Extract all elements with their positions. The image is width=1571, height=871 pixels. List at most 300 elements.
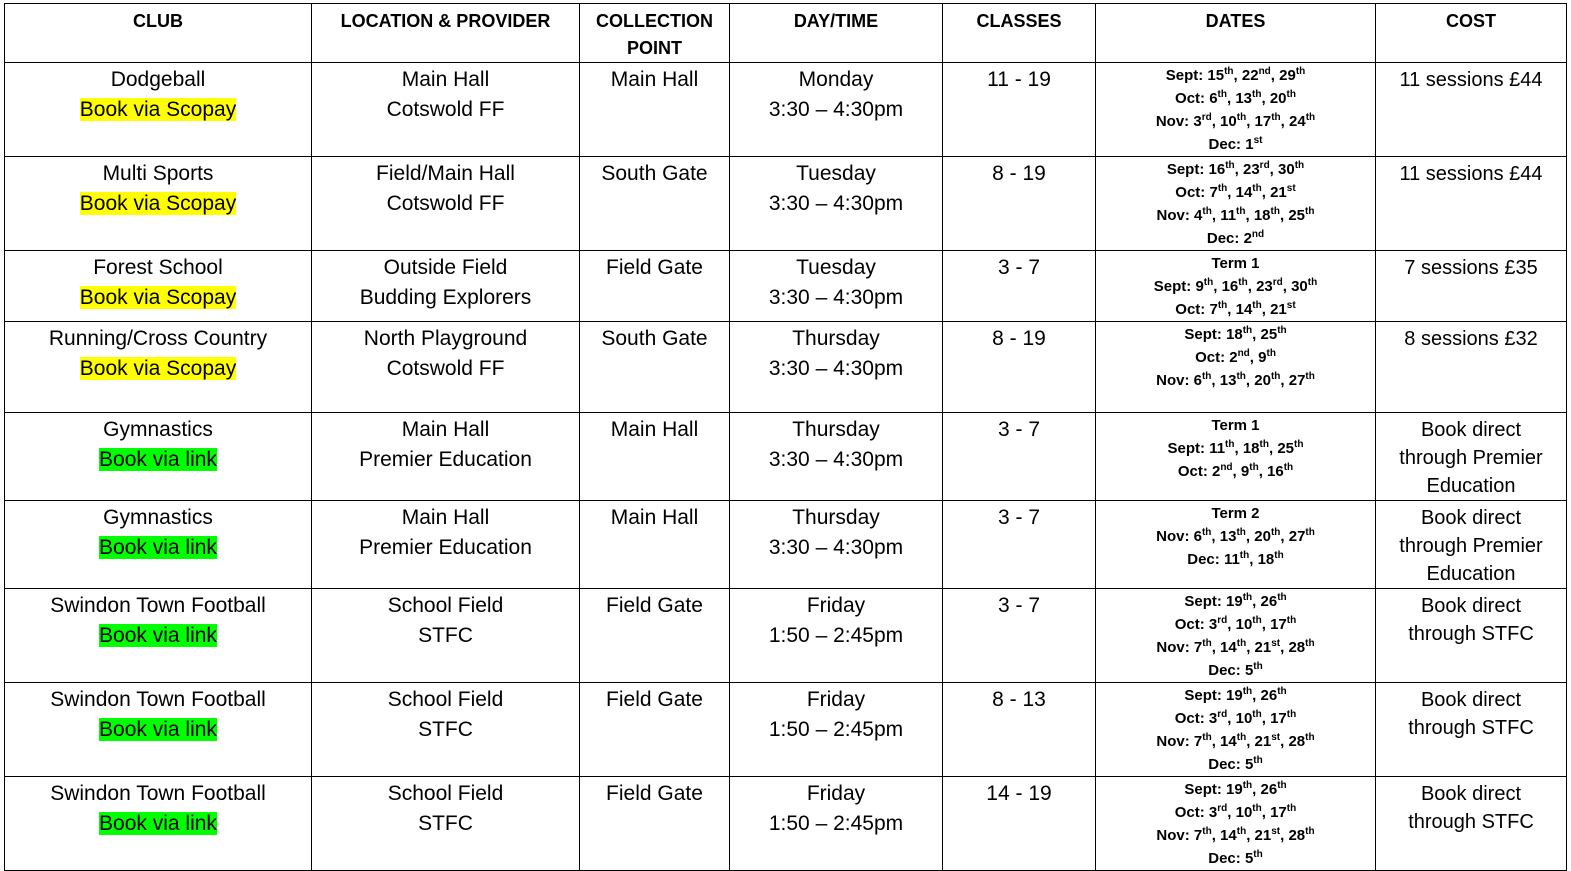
dates-line: Nov: 7th, 14th, 21st, 28th [1156,826,1315,844]
day: Friday [806,688,866,711]
header-collection: COLLECTION POINT [580,4,730,63]
dates-line [1100,753,1371,776]
date-day: 11 [1223,551,1240,568]
date-suffix: th [1252,300,1262,311]
date-suffix: th [1294,160,1305,171]
book-via-link[interactable]: Book via link [99,718,217,741]
dates-line: Dec: 11th, 18th [1187,550,1284,568]
date-suffix: th [1295,66,1306,77]
date-day: 14 [1220,639,1237,656]
cell-club [5,322,312,413]
cell-cost [1376,777,1567,871]
time: 3:30 – 4:30pm [768,286,904,309]
date-suffix: th [1274,550,1284,561]
dates-month-label: Sept: [1166,161,1205,178]
cell-club [5,683,312,777]
date-day: 6 [1209,90,1218,107]
day: Thursday [792,327,880,350]
cell-club [5,157,312,251]
cell-classes [943,413,1096,501]
date-day: 14 [1235,301,1253,318]
cell-location [312,413,580,501]
date-suffix: th [1252,709,1262,720]
location-name: School Field [387,688,504,711]
date-day: 19 [1226,687,1243,704]
cost-line: 7 sessions £35 [1404,257,1538,279]
cell-daytime [730,683,943,777]
cell-classes [943,63,1096,157]
header-location: LOCATION & PROVIDER [312,4,580,63]
cost-line: through STFC [1408,717,1534,739]
header-cost: COST [1376,4,1567,63]
date-day: 30 [1291,278,1308,295]
dates-month-label: Nov: [1155,113,1190,130]
date-day: 3 [1208,804,1218,821]
time: 1:50 – 2:45pm [768,624,904,647]
cost-line: through Premier [1399,447,1543,469]
provider-name: STFC [418,718,473,741]
date-suffix: rd [1272,277,1283,288]
book-via-link[interactable]: Book via link [99,448,217,471]
date-day: 22 [1241,67,1259,84]
dates-line: Nov: 6th, 13th, 20th, 27th [1156,371,1315,389]
date-day: 5 [1244,850,1254,867]
date-suffix: th [1236,112,1247,123]
cell-location [312,501,580,589]
dates-term: Term 2 [1211,505,1260,522]
dates-month-label: Oct: [1174,616,1205,633]
dates-line: Nov: 3rd, 10th, 17th, 24th [1155,112,1316,130]
collection-point: South Gate [601,162,708,185]
date-day: 17 [1270,804,1287,821]
date-suffix: th [1242,325,1253,336]
date-day: 14 [1235,184,1253,201]
date-day: 10 [1235,804,1253,821]
date-day: 17 [1270,616,1287,633]
date-suffix: rd [1259,160,1270,171]
date-day: 3 [1193,113,1202,130]
cell-dates [1096,251,1376,322]
club-name: Forest School [93,256,223,279]
classes-range: 3 - 7 [997,418,1041,441]
dates-line: Nov: 7th, 14th, 21st, 28th [1156,638,1315,656]
cell-daytime [730,322,943,413]
cell-daytime [730,777,943,871]
time: 3:30 – 4:30pm [768,536,904,559]
cell-dates [1096,413,1376,501]
date-day: 26 [1260,781,1278,798]
dates-month-label: Nov: [1156,827,1190,844]
date-suffix: th [1217,89,1227,100]
date-suffix: th [1236,527,1246,538]
provider-name: Premier Education [359,536,532,559]
date-suffix: th [1242,780,1253,791]
date-day: 30 [1278,161,1295,178]
date-day: 13 [1219,372,1237,389]
cost-line: Book direct [1420,595,1522,617]
cell-collection [580,157,730,251]
date-day: 28 [1288,827,1306,844]
date-day: 21 [1254,639,1272,656]
cell-cost [1376,322,1567,413]
dates-line: Oct: 6th, 13th, 20th [1175,89,1296,107]
location-name: Outside Field [383,256,508,279]
provider-name: STFC [418,624,473,647]
dates-line: Sept: 19th, 26th [1184,780,1287,798]
cost-line: Education [1426,475,1516,497]
date-suffix: th [1236,371,1246,382]
classes-range: 8 - 19 [992,162,1046,185]
date-day: 25 [1288,207,1306,224]
date-day: 19 [1226,781,1243,798]
date-day: 23 [1242,161,1260,178]
date-day: 19 [1226,593,1243,610]
cell-classes [943,589,1096,683]
date-day: 21 [1270,301,1287,318]
date-day: 25 [1277,440,1295,457]
table-row [5,501,1567,589]
date-suffix: th [1217,300,1228,311]
date-day: 10 [1220,113,1237,130]
date-suffix: nd [1258,66,1271,77]
date-day: 4 [1194,207,1203,224]
date-day: 17 [1270,710,1287,727]
dates-month-label: Dec: [1208,850,1241,867]
collection-point: Main Hall [610,68,699,91]
date-day: 7 [1193,827,1203,844]
date-day: 9 [1195,278,1204,295]
classes-range: 3 - 7 [997,594,1041,617]
dates-line [1100,659,1371,682]
cell-dates [1096,157,1376,251]
date-day: 15 [1207,67,1225,84]
date-suffix: th [1252,89,1262,100]
date-suffix: th [1236,826,1247,837]
cost-line: Book direct [1420,689,1522,711]
date-suffix: th [1277,780,1287,791]
book-via-scopay-link[interactable]: Book via Scopay [79,286,237,309]
date-day: 10 [1235,616,1253,633]
table-body [5,63,1567,871]
table-row [5,413,1567,501]
cell-collection [580,683,730,777]
collection-point: Field Gate [606,688,703,711]
dates-line: Nov: 4th, 11th, 18th, 25th [1156,206,1315,224]
cost-line: through STFC [1408,811,1534,833]
club-name: Swindon Town Football [50,594,266,617]
cell-classes [943,251,1096,322]
date-day: 20 [1254,528,1271,545]
cell-classes [943,501,1096,589]
dates-month-label: Oct: [1174,804,1205,821]
date-suffix: th [1253,661,1263,672]
date-day: 5 [1244,756,1254,773]
date-day: 13 [1235,90,1253,107]
date-day: 7 [1193,639,1203,656]
date-day: 7 [1209,184,1218,201]
date-suffix: th [1202,826,1212,837]
cell-collection [580,413,730,501]
classes-range: 11 - 19 [987,68,1051,91]
provider-name: STFC [418,812,473,835]
cell-daytime [730,413,943,501]
dates-month-label: Sept: [1165,67,1204,84]
cell-cost [1376,683,1567,777]
dates-month-label: Sept: [1184,687,1222,704]
time: 3:30 – 4:30pm [768,98,904,121]
date-day: 16 [1221,278,1239,295]
dates-month-label: Oct: [1177,463,1208,480]
dates-month-label: Oct: [1175,90,1206,107]
date-day: 10 [1235,710,1253,727]
cell-cost [1376,501,1567,589]
cell-location [312,63,580,157]
location-name: Main Hall [401,418,490,441]
date-suffix: st [1271,638,1281,649]
club-name: Gymnastics [103,506,213,529]
dates-month-label: Nov: [1156,528,1190,545]
dates-term: Term 1 [1211,417,1260,434]
dates-line: Nov: 7th, 14th, 21st, 28th [1156,732,1315,750]
date-suffix: th [1277,325,1287,336]
club-name: Dodgeball [110,68,206,91]
date-suffix: th [1201,371,1212,382]
date-day: 18 [1242,440,1260,457]
location-name: School Field [387,594,504,617]
cell-dates [1096,683,1376,777]
cell-location [312,322,580,413]
date-suffix: th [1202,732,1212,743]
cost-line: Education [1426,563,1516,585]
cell-daytime [730,157,943,251]
date-suffix: st [1253,135,1263,146]
cost-line: Book direct [1420,783,1522,805]
date-suffix: th [1242,686,1253,697]
cell-location [312,683,580,777]
cell-daytime [730,251,943,322]
dates-month-label: Sept: [1153,278,1192,295]
book-via-scopay-link[interactable]: Book via Scopay [79,357,237,380]
location-name: Main Hall [401,506,490,529]
date-suffix: th [1252,183,1262,194]
date-suffix: th [1217,183,1228,194]
date-suffix: rd [1217,803,1228,814]
header-dates: DATES [1096,4,1376,63]
time: 1:50 – 2:45pm [768,812,904,835]
date-day: 1 [1245,136,1254,153]
dates-month-label: Nov: [1156,372,1190,389]
book-via-link[interactable]: Book via link [99,624,217,647]
header-classes: CLASSES [943,4,1096,63]
date-day: 21 [1254,733,1272,750]
time: 3:30 – 4:30pm [768,192,904,215]
table-row [5,157,1567,251]
date-day: 24 [1289,113,1306,130]
cell-daytime [730,589,943,683]
book-via-link[interactable]: Book via link [99,536,217,559]
date-day: 27 [1288,528,1306,545]
classes-range: 14 - 19 [986,782,1052,805]
date-suffix: th [1286,615,1297,626]
cell-club [5,501,312,589]
date-suffix: rd [1217,709,1228,720]
dates-line: Sept: 11th, 18th, 25th [1167,439,1304,457]
cell-classes [943,683,1096,777]
cell-cost [1376,157,1567,251]
date-day: 29 [1279,67,1296,84]
dates-month-label: Oct: [1175,301,1206,318]
dates-month-label: Nov: [1156,207,1190,224]
date-day: 2 [1243,230,1252,247]
day: Tuesday [796,256,876,279]
dates-month-label: Nov: [1156,639,1190,656]
date-day: 27 [1288,372,1306,389]
date-day: 28 [1288,733,1306,750]
provider-name: Budding Explorers [359,286,532,309]
cost-line: through STFC [1408,623,1534,645]
time: 3:30 – 4:30pm [768,357,904,380]
book-via-scopay-link[interactable]: Book via Scopay [79,98,237,121]
time: 3:30 – 4:30pm [768,448,904,471]
classes-range: 8 - 19 [992,327,1046,350]
location-name: North Playground [363,327,528,350]
provider-name: Premier Education [359,448,532,471]
dates-month-label: Oct: [1175,184,1206,201]
header-row [5,4,1567,63]
club-name: Swindon Town Football [50,782,266,805]
day: Thursday [792,506,880,529]
dates-line: Nov: 6th, 13th, 20th, 27th [1156,527,1315,545]
date-day: 3 [1208,616,1218,633]
date-day: 16 [1208,161,1226,178]
dates-term: Term 1 [1211,255,1260,272]
date-day: 7 [1193,733,1203,750]
cell-cost [1376,413,1567,501]
date-suffix: th [1252,803,1262,814]
date-suffix: th [1305,206,1315,217]
date-day: 18 [1226,326,1243,343]
date-day: 13 [1219,528,1237,545]
date-suffix: th [1252,615,1262,626]
date-suffix: th [1253,849,1263,860]
provider-name: Cotswold FF [386,357,505,380]
cell-dates [1096,63,1376,157]
date-day: 2 [1211,463,1221,480]
date-suffix: st [1271,732,1281,743]
dates-line: Oct: 7th, 14th, 21st [1175,300,1296,318]
date-suffix: th [1236,732,1247,743]
date-suffix: th [1283,462,1294,473]
date-suffix: th [1236,638,1247,649]
date-suffix: th [1305,732,1315,743]
cost-line: 11 sessions £44 [1399,163,1543,185]
club-name: Multi Sports [102,162,214,185]
cell-dates [1096,501,1376,589]
date-day: 20 [1254,372,1271,389]
date-day: 28 [1288,639,1306,656]
cell-collection [580,777,730,871]
cell-collection [580,322,730,413]
date-day: 18 [1253,207,1271,224]
cell-club [5,777,312,871]
classes-range: 8 - 13 [992,688,1046,711]
date-suffix: th [1270,527,1281,538]
dates-month-label: Sept: [1184,593,1222,610]
cell-location [312,157,580,251]
cell-location [312,589,580,683]
date-suffix: st [1271,826,1281,837]
date-suffix: th [1307,277,1318,288]
date-suffix: th [1242,592,1253,603]
cost-line: through Premier [1399,535,1543,557]
dates-month-label: Sept: [1184,326,1222,343]
date-day: 18 [1257,551,1275,568]
dates-month-label: Oct: [1174,710,1205,727]
cost-line: 8 sessions £32 [1404,328,1538,350]
date-suffix: th [1202,206,1212,217]
date-suffix: th [1277,592,1287,603]
date-suffix: th [1271,112,1281,123]
dates-line: Oct: 2nd, 9th [1195,348,1276,366]
cell-club [5,63,312,157]
dates-line: Sept: 16th, 23rd, 30th [1166,160,1305,178]
date-day: 2 [1229,349,1238,366]
cell-dates [1096,777,1376,871]
day: Thursday [792,418,880,441]
dates-line: Oct: 7th, 14th, 21st [1175,183,1296,201]
date-suffix: th [1294,439,1304,450]
time: 1:50 – 2:45pm [768,718,904,741]
dates-line [1100,133,1371,156]
location-name: Field/Main Hall [376,162,515,185]
date-suffix: th [1225,439,1235,450]
dates-line [1100,227,1371,250]
date-suffix: th [1201,527,1212,538]
date-day: 21 [1270,184,1287,201]
book-via-link[interactable]: Book via link [99,812,217,835]
dates-month-label: Dec: [1208,662,1241,679]
collection-point: Main Hall [610,506,699,529]
date-suffix: th [1305,371,1315,382]
collection-point: Field Gate [606,782,703,805]
date-suffix: th [1286,803,1297,814]
dates-line: Sept: 15th, 22nd, 29th [1165,66,1306,84]
dates-month-label: Sept: [1184,781,1222,798]
cell-classes [943,157,1096,251]
book-via-scopay-link[interactable]: Book via Scopay [79,192,237,215]
date-day: 9 [1240,463,1250,480]
cell-location [312,777,580,871]
dates-line: Oct: 3rd, 10th, 17th [1174,615,1297,633]
date-suffix: th [1270,206,1280,217]
day: Friday [806,594,866,617]
dates-month-label: Sept: [1167,440,1206,457]
cell-classes [943,322,1096,413]
date-suffix: nd [1220,462,1233,473]
date-suffix: th [1305,826,1315,837]
date-suffix: st [1286,300,1296,311]
date-suffix: nd [1251,229,1265,240]
cell-cost [1376,63,1567,157]
table-row [5,251,1567,322]
date-suffix: th [1277,686,1287,697]
collection-point: Main Hall [610,418,699,441]
location-name: School Field [387,782,504,805]
cell-collection [580,501,730,589]
date-suffix: st [1286,183,1296,194]
date-suffix: rd [1201,112,1212,123]
dates-line: Oct: 3rd, 10th, 17th [1174,709,1297,727]
